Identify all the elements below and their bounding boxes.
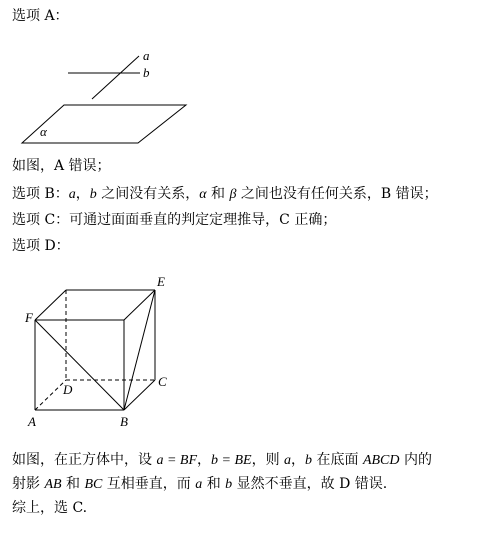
option-d-heading: 选项 D：: [12, 238, 70, 254]
text-part: 和: [206, 186, 230, 202]
var-b: b: [89, 187, 97, 202]
eq-b-be: b = BE: [211, 453, 252, 468]
text-part: ，则: [251, 452, 285, 468]
option-d-explanation-2: [12, 474, 387, 495]
var-a: a: [284, 453, 292, 468]
text-part: 互相垂直，而: [102, 476, 196, 492]
plane-lines-figure: [16, 42, 196, 152]
var-b: b: [305, 453, 313, 468]
text-part: 如图，在正方体中，设: [12, 452, 157, 468]
plane-abcd: ABCD: [362, 453, 400, 468]
cube-figure: [22, 270, 192, 430]
line-a: [92, 56, 139, 99]
line-bf: [35, 320, 124, 410]
seg-ab: AB: [44, 477, 62, 492]
text-part: 在底面: [312, 452, 363, 468]
label-B: B: [120, 414, 128, 429]
text-part: ，: [75, 186, 90, 202]
label-E: E: [157, 274, 165, 289]
var-b: b: [225, 477, 233, 492]
text-part: 和: [61, 476, 85, 492]
text-part: ，: [197, 452, 212, 468]
label-D: D: [63, 382, 73, 397]
var-a: a: [195, 477, 203, 492]
var-beta: β: [229, 187, 237, 202]
text-part: ，: [291, 452, 306, 468]
label-a: a: [143, 48, 150, 63]
text-part: 显然不垂直，故 D 错误.: [232, 476, 388, 492]
label-b: b: [143, 65, 150, 80]
figure-a-conclusion: 如图，A 错误；: [12, 158, 111, 174]
text-part: 射影: [12, 476, 45, 492]
text-part: 之间没有关系，: [96, 186, 200, 202]
text-part: 选项 B：: [12, 186, 69, 202]
var-alpha: α: [199, 187, 207, 202]
text-part: 内的: [399, 452, 432, 468]
option-c-text: 选项 C：可通过面面垂直的判定定理推导，C 正确；: [12, 212, 337, 228]
label-alpha: α: [40, 124, 47, 139]
eq-a-bf: a = BF: [156, 453, 198, 468]
option-d-explanation-1: [12, 450, 432, 471]
label-A: A: [28, 414, 36, 429]
final-conclusion: 综上，选 C.: [12, 500, 88, 516]
option-a-heading: 选项 A：: [12, 8, 69, 24]
var-a: a: [68, 187, 76, 202]
text-part: 之间也没有任何关系，B 错误；: [236, 186, 438, 202]
label-F: F: [25, 310, 33, 325]
text-part: 和: [202, 476, 226, 492]
option-b-text: [12, 184, 438, 205]
label-C: C: [158, 374, 167, 389]
line-be: [124, 290, 155, 410]
seg-bc: BC: [84, 477, 103, 492]
